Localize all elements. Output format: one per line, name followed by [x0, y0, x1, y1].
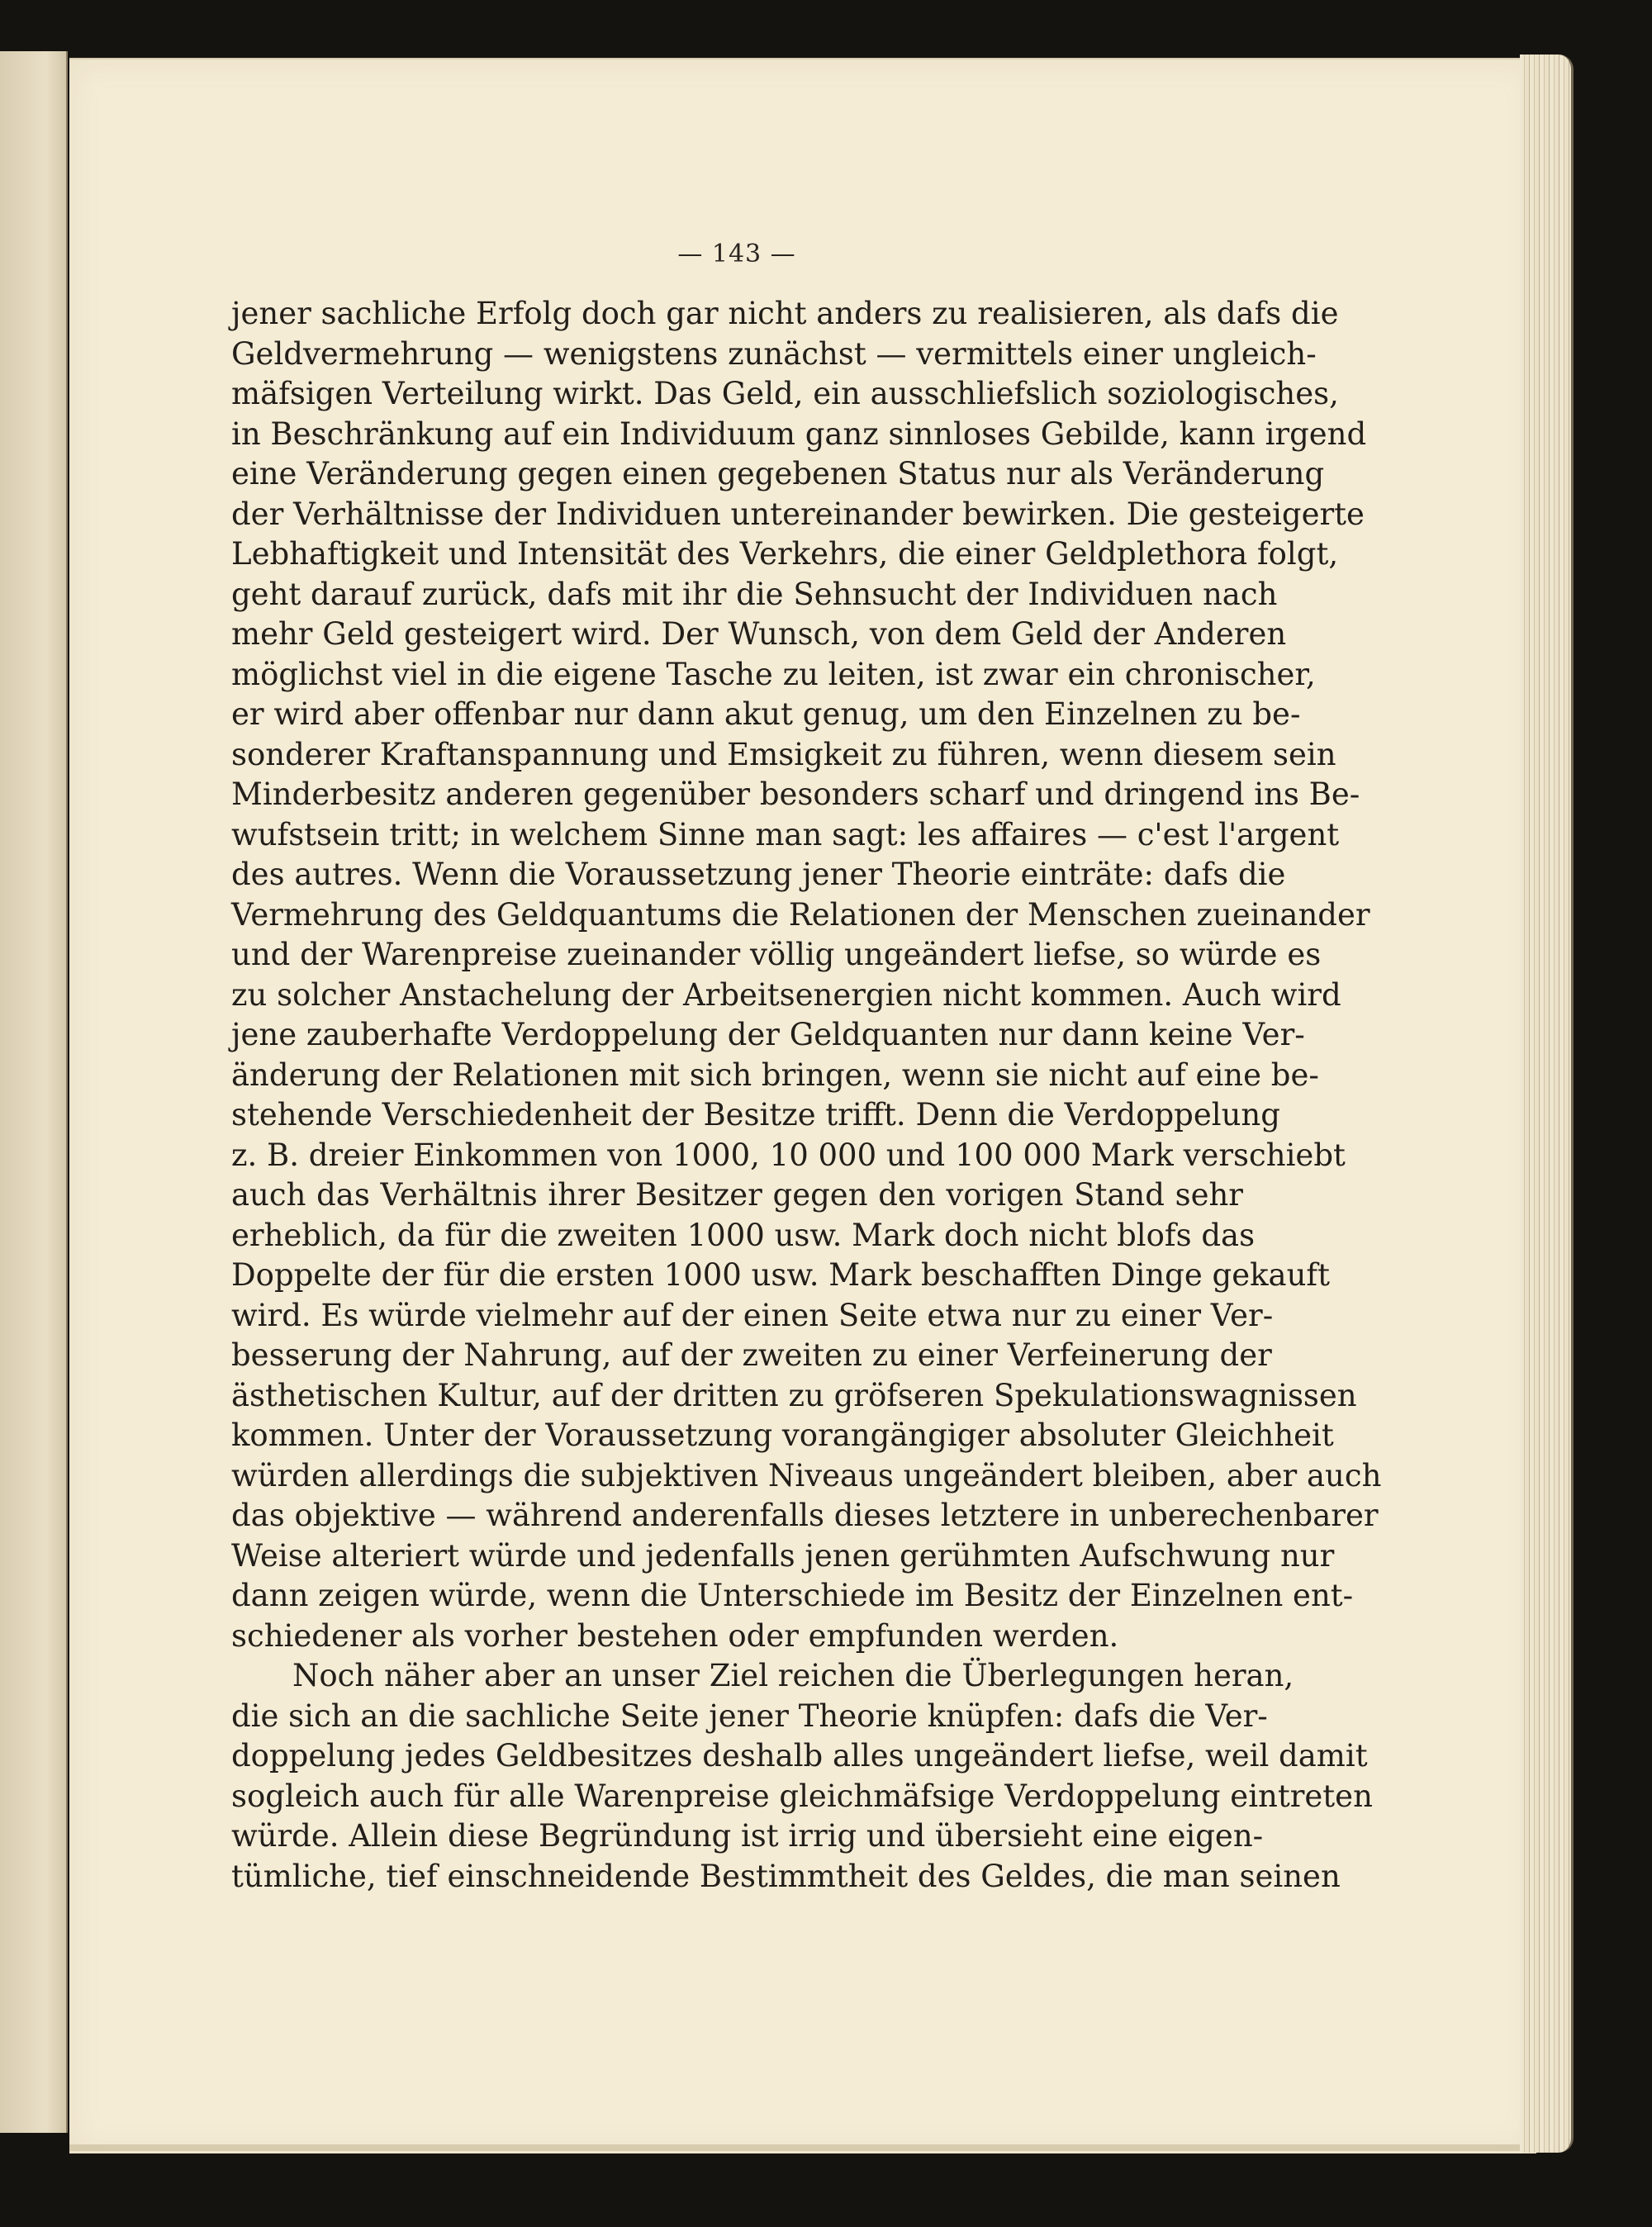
text-line: Lebhaftigkeit und Intensität des Verkehrs, die einer Geldplethora folgt,	[231, 536, 1339, 572]
text-line: und der Warenpreise zueinander völlig ungeändert liefse, so würde es	[231, 937, 1322, 972]
text-line: des autres. Wenn die Voraussetzung jener Theorie einträte: dafs die	[231, 857, 1286, 892]
text-line: sogleich auch für alle Warenpreise gleichmäfsige Verdoppelung eintreten	[231, 1778, 1373, 1814]
text-line: die sich an die sachliche Seite jener Theorie knüpfen: dafs die Ver-	[231, 1698, 1268, 1734]
text-line: dann zeigen würde, wenn die Unterschiede im Besitz der Einzelnen ent-	[231, 1578, 1354, 1613]
text-line: erheblich, da für die zweiten 1000 usw. Mark doch nicht blofs das	[231, 1217, 1256, 1253]
text-line: änderung der Relationen mit sich bringen, wenn sie nicht auf eine be-	[231, 1057, 1319, 1093]
text-line: mäfsigen Verteilung wirkt. Das Geld, ein ausschliefslich soziologisches,	[231, 376, 1339, 411]
text-line: würden allerdings die subjektiven Niveaus ungeändert bleiben, aber auch	[231, 1457, 1382, 1493]
text-line: jene zauberhafte Verdoppelung der Geldquanten nur dann keine Ver-	[231, 1017, 1305, 1052]
body-text	[231, 294, 1382, 1897]
text-line: wird. Es würde vielmehr auf der einen Seite etwa nur zu einer Ver-	[231, 1297, 1274, 1333]
page-bottom-edge	[69, 2144, 1536, 2151]
text-line: Noch näher aber an unser Ziel reichen die Überlegungen heran,	[292, 1658, 1294, 1693]
text-line: mehr Geld gesteigert wird. Der Wunsch, von dem Geld der Anderen	[231, 616, 1287, 652]
text-line: das objektive — während anderenfalls dieses letztere in unberechenbarer	[231, 1498, 1379, 1533]
text-line: Geldvermehrung — wenigstens zunächst — vermittels einer ungleich-	[231, 335, 1317, 372]
text-line: wufstsein tritt; in welchem Sinne man sagt: les affaires — c'est l'argent	[231, 816, 1340, 852]
text-line: Vermehrung des Geldquantums die Relationen der Menschen zueinander	[231, 896, 1370, 933]
text-line: ästhetischen Kultur, auf der dritten zu gröfseren Spekulationswagnissen	[231, 1377, 1357, 1413]
page-stack-edges	[1520, 55, 1574, 2153]
text-line: würde. Allein diese Begründung ist irrig und übersieht eine eigen-	[231, 1818, 1264, 1854]
text-line: z. B. dreier Einkommen von 1000, 10 000 und 100 000 Mark verschiebt	[231, 1137, 1346, 1173]
text-line: zu solcher Anstachelung der Arbeitsenergien nicht kommen. Auch wird	[231, 976, 1341, 1013]
text-line: sonderer Kraftanspannung und Emsigkeit zu führen, wenn diesem sein	[231, 736, 1336, 772]
previous-page-edge	[0, 51, 68, 2133]
text-line: in Beschränkung auf ein Individuum ganz sinnloses Gebilde, kann irgend	[231, 415, 1367, 452]
text-line: eine Veränderung gegen einen gegebenen Status nur als Veränderung	[231, 456, 1325, 491]
text-line: der Verhältnisse der Individuen untereinander bewirken. Die gesteigerte	[231, 496, 1365, 532]
text-line: jener sachliche Erfolg doch gar nicht anders zu realisieren, als dafs die	[231, 296, 1339, 331]
text-line: Doppelte der für die ersten 1000 usw. Mark beschafften Dinge gekauft	[231, 1257, 1330, 1293]
text-line: kommen. Unter der Voraussetzung vorangängiger absoluter Gleichheit	[231, 1417, 1334, 1453]
text-line: er wird aber offenbar nur dann akut genug, um den Einzelnen zu be-	[231, 696, 1301, 732]
text-line: doppelung jedes Geldbesitzes deshalb alles ungeändert liefse, weil damit	[231, 1738, 1368, 1774]
text-line: schiedener als vorher bestehen oder empfunden werden.	[231, 1617, 1119, 1654]
text-line: Minderbesitz anderen gegenüber besonders scharf und dringend ins Be-	[231, 776, 1360, 812]
text-line: tümliche, tief einschneidende Bestimmtheit des Geldes, die man seinen	[231, 1858, 1341, 1894]
text-line: stehende Verschiedenheit der Besitze trifft. Denn die Verdoppelung	[231, 1097, 1280, 1132]
page-number: — 143 —	[677, 240, 796, 268]
text-line: Weise alteriert würde und jedenfalls jenen gerühmten Aufschwung nur	[231, 1537, 1335, 1574]
text-line: möglichst viel in die eigene Tasche zu leiten, ist zwar ein chronischer,	[231, 656, 1316, 692]
text-line: besserung der Nahrung, auf der zweiten zu einer Verfeinerung der	[231, 1337, 1272, 1373]
text-line: geht darauf zurück, dafs mit ihr die Sehnsucht der Individuen nach	[231, 576, 1278, 612]
text-line: auch das Verhältnis ihrer Besitzer gegen den vorigen Stand sehr	[231, 1177, 1243, 1213]
